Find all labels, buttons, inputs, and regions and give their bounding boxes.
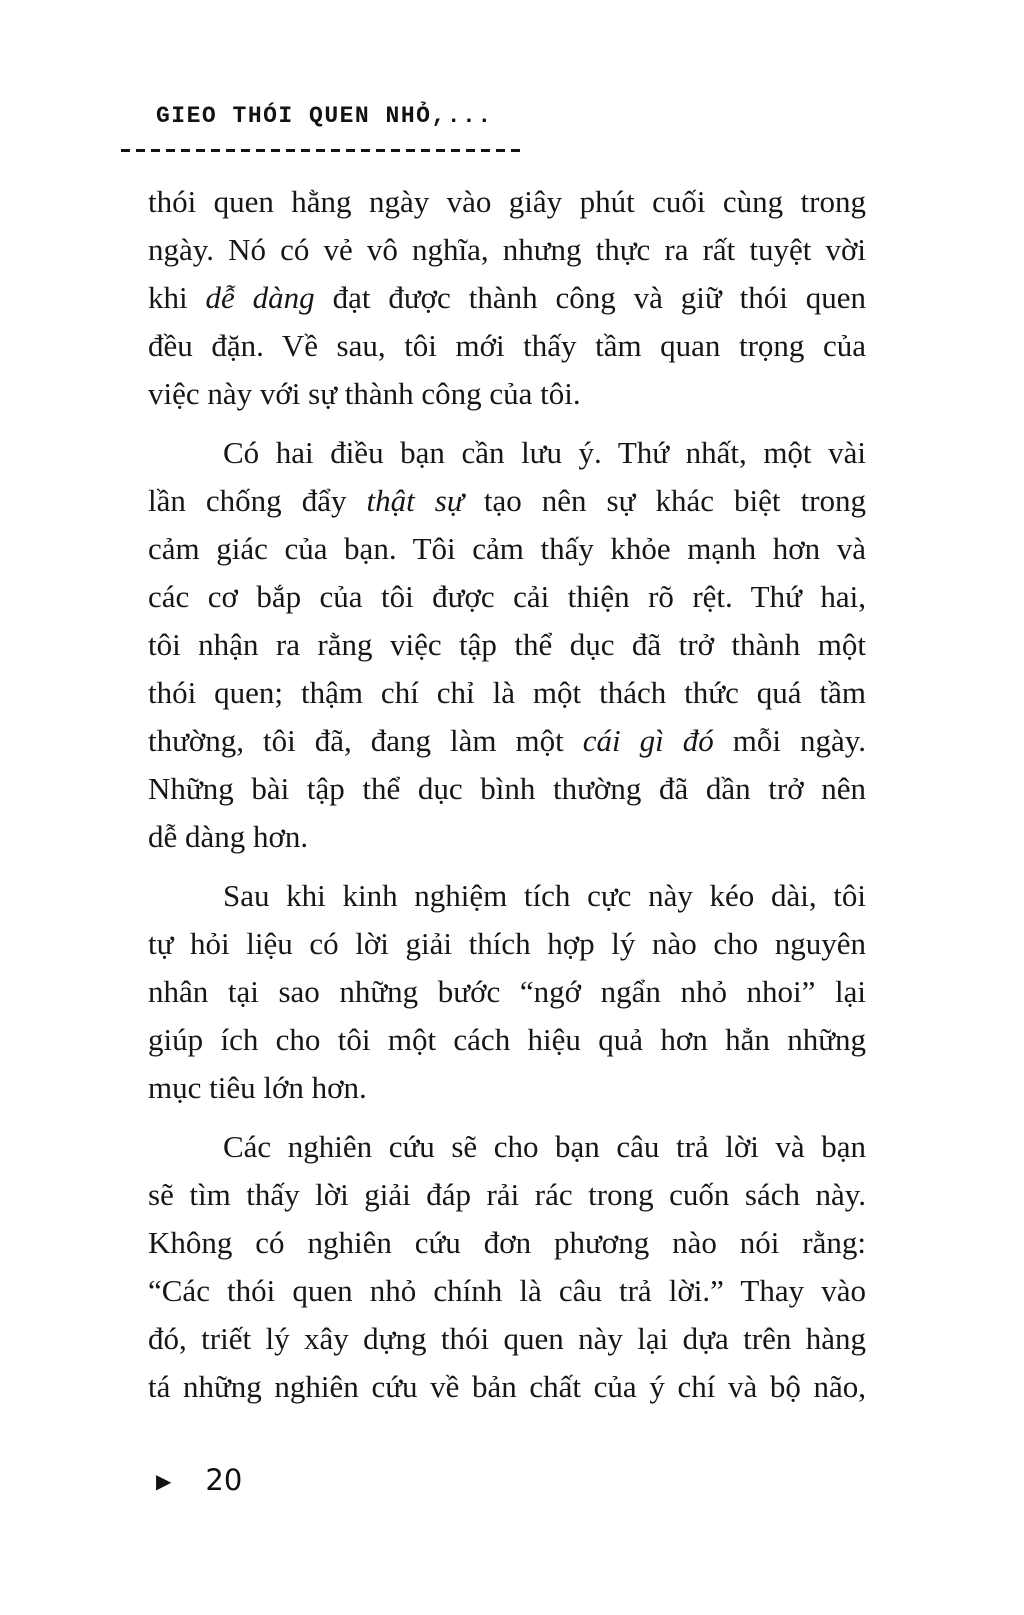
text-line: dễ dàng hơn. [148, 819, 309, 854]
triangle-marker-icon: ▶ [156, 1468, 172, 1493]
italic-run: thật sự [366, 483, 464, 518]
text-line: giúp ích cho tôi một cách hiệu quả hơn hẳn những [148, 1022, 866, 1057]
text-line: Sau khi kinh nghiệm tích cực này kéo dài, tôi [223, 878, 866, 913]
text-line: việc này với sự thành công của tôi. [148, 376, 581, 411]
italic-run: cái gì đó [582, 723, 714, 758]
page-footer [156, 1463, 243, 1497]
text-line: tự hỏi liệu có lời giải thích hợp lý nào cho nguyên [148, 926, 866, 961]
text-line: tá những nghiên cứu về bản chất của ý chí và bộ não, [148, 1369, 866, 1404]
italic-run: dễ dàng [205, 280, 315, 315]
text-line: sẽ tìm thấy lời giải đáp rải rác trong cuốn sách này. [148, 1177, 866, 1212]
paragraph [148, 178, 866, 418]
text-line: Những bài tập thể dục bình thường đã dần trở nên [148, 771, 866, 806]
text-line: nhân tại sao những bước “ngớ ngẩn nhỏ nhoi” lại [148, 974, 866, 1009]
header-divider [121, 149, 521, 152]
text-run: đạt được thành công và giữ thói quen [314, 280, 866, 315]
text-line: ngày. Nó có vẻ vô nghĩa, nhưng thực ra rất tuyệt vời [148, 232, 866, 267]
text-line: tôi nhận ra rằng việc tập thể dục đã trở thành một [148, 627, 866, 662]
text-line: cảm giác của bạn. Tôi cảm thấy khỏe mạnh hơn và [148, 531, 866, 566]
text-line [148, 717, 866, 765]
text-line: Các nghiên cứu sẽ cho bạn câu trả lời và bạn [223, 1129, 866, 1164]
text-line: “Các thói quen nhỏ chính là câu trả lời.” Thay vào [148, 1273, 866, 1308]
text-run: tạo nên sự khác biệt trong [463, 483, 866, 518]
paragraph [148, 429, 866, 861]
text-line: các cơ bắp của tôi được cải thiện rõ rệt. Thứ hai, [148, 579, 866, 614]
text-run: mỗi ngày. [713, 723, 866, 758]
text-line: Không có nghiên cứu đơn phương nào nói rằng: [148, 1225, 866, 1260]
text-line: đó, triết lý xây dựng thói quen này lại dựa trên hàng [148, 1321, 866, 1356]
text-line: mục tiêu lớn hơn. [148, 1070, 367, 1105]
paragraph [148, 1123, 866, 1411]
running-header-title: GIEO THÓI QUEN NHỎ,... [156, 103, 493, 129]
text-run: khi [148, 280, 206, 315]
paragraph [148, 872, 866, 1112]
text-line: thói quen; thậm chí chỉ là một thách thức quá tầm [148, 675, 866, 710]
text-line [148, 274, 866, 322]
text-line: đều đặn. Về sau, tôi mới thấy tầm quan trọng của [148, 328, 866, 363]
text-line: thói quen hằng ngày vào giây phút cuối cùng trong [148, 184, 866, 219]
text-run: lần chống đẩy [148, 483, 367, 518]
text-run: thường, tôi đã, đang làm một [148, 723, 583, 758]
body-text [148, 178, 866, 1411]
text-line [148, 477, 866, 525]
text-line: Có hai điều bạn cần lưu ý. Thứ nhất, một vài [223, 435, 866, 470]
page-number: 20 [205, 1463, 243, 1497]
